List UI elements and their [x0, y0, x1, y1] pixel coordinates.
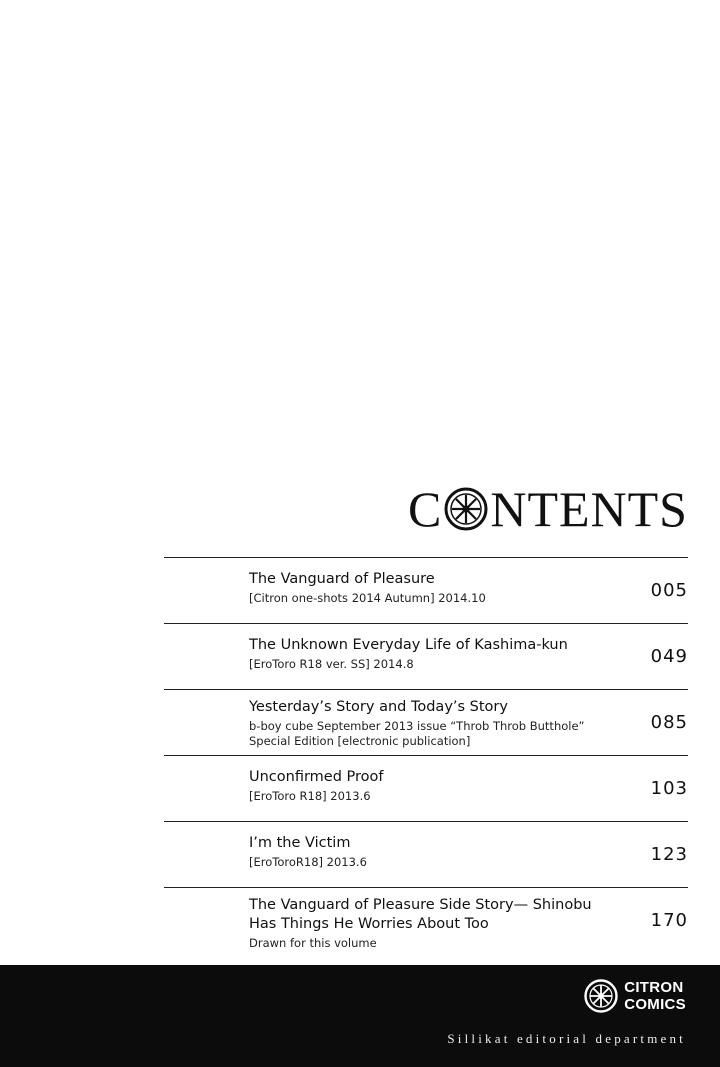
- toc-entry-title: The Vanguard of Pleasure: [249, 571, 435, 587]
- footer-bar: [0, 965, 720, 1067]
- contents-title: [407, 481, 688, 537]
- toc-entry-page: 103: [650, 778, 688, 799]
- toc-entry-page: 170: [650, 910, 688, 931]
- brand-line-1: CITRON: [624, 979, 684, 996]
- toc-entry-title: Yesterday’s Story and Today’s Story: [249, 699, 508, 715]
- toc-entry-source: Drawn for this volume: [249, 936, 377, 950]
- toc-entry-source: [EroToro R18] 2013.6: [249, 789, 371, 803]
- toc-entry-source: [EroToro R18 ver. SS] 2014.8: [249, 657, 414, 671]
- toc-entry-source: [EroToroR18] 2013.6: [249, 855, 367, 869]
- publisher-logo: [584, 979, 686, 1013]
- toc-entry: [164, 755, 688, 821]
- toc-entry: [164, 557, 688, 623]
- toc-entry-source: b-boy cube September 2013 issue “Throb Throb Butthole” Special Edition [electronic publication]: [249, 719, 585, 748]
- title-letters-rest: NTENTS: [490, 481, 688, 537]
- toc-entry-title: Unconfirmed Proof: [249, 769, 384, 785]
- toc-entry: [164, 821, 688, 887]
- toc-entry-page: 123: [650, 844, 688, 865]
- toc-entry: [164, 623, 688, 689]
- toc-entry-page: 085: [650, 712, 688, 733]
- citron-logo-icon: [584, 979, 618, 1013]
- toc-entry-page: 049: [650, 646, 688, 667]
- toc-entry-source: [Citron one-shots 2014 Autumn] 2014.10: [249, 591, 486, 605]
- citron-wheel-icon: [444, 487, 488, 531]
- toc-entry: [164, 689, 688, 755]
- toc-entry-title: I’m the Victim: [249, 835, 351, 851]
- editorial-department: Sillikat editorial department: [447, 1031, 686, 1046]
- toc-entry-title: The Unknown Everyday Life of Kashima-kun: [249, 637, 568, 653]
- title-letter-c: C: [407, 481, 443, 537]
- table-of-contents: [164, 557, 688, 961]
- toc-entry-title: The Vanguard of Pleasure Side Story— Shinobu Has Things He Worries About Too: [249, 897, 592, 932]
- toc-entry-page: 005: [650, 580, 688, 601]
- toc-entry: [164, 887, 688, 961]
- brand-line-2: COMICS: [624, 996, 686, 1013]
